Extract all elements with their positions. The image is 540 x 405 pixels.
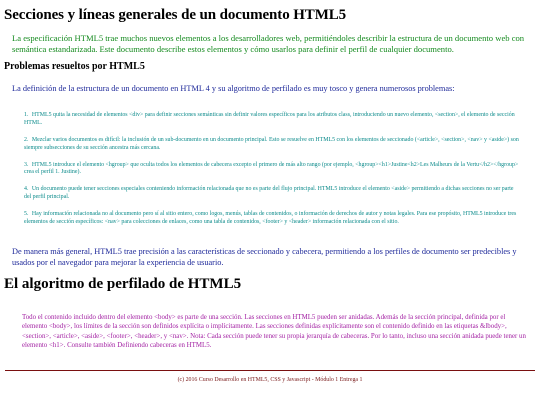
algorithm-heading: El algoritmo de perfilado de HTML5 — [4, 276, 242, 292]
list-item-text: HTML5 introduce el elemento <hgroup> que oculta todos los elementos de cabecera excepto el primero de más alto rango (por ejemplo, <hgroup><h1>Justine<h2>Les Malheurs de la Vertu</h2></hgroup> crea el perfil 1. Justine). — [24, 161, 519, 176]
page-title: Secciones y líneas generales de un documento HTML5 — [4, 7, 347, 23]
list-item-text: Hay información relacionada no al documento pero sí al sitio entero, como logos, menús, tablas de contenidos, o información de derechos de autor y notas legales. Para ese propósito, HTML5 introduce tres elementos de sección específicos: <nav> para colecciones de enlaces, como una tabla de contenidos, <footer> y <header> información relacionada con el sitio. — [24, 211, 517, 225]
list-item — [24, 211, 522, 227]
list-item — [24, 186, 522, 202]
list-item-number: 5. — [24, 211, 29, 218]
summary-paragraph: De manera más general, HTML5 trae precisión a las características de seccionado y cabecera, permitiendo a los perfiles de documento ser predecibles y usados por el navegador para mejorar la experiencia de usuario. — [12, 247, 517, 267]
intro-paragraph: La especificación HTML5 trae muchos nuevos elementos a los desarrolladores web, permitiéndoles describir la estructura de un documento web con semántica estandarizada. Este documento describe estos elementos y cómo usarlos para definir el perfil de cualquier documento. — [12, 33, 525, 54]
list-item-number: 4. — [24, 186, 29, 193]
problems-list — [24, 112, 522, 236]
list-item-text: HTML5 quita la necesidad de elementos <div> para definir secciones semánticas sin definir valores específicos para los atributos class, introduciendo un nuevo elemento, <section>, el elemento de sección HTML. — [24, 112, 515, 126]
list-item-number: 3. — [24, 161, 29, 168]
list-item-text: Un documento puede tener secciones especiales conteniendo información relacionada que no es parte del flujo principal. HTML5 introduce el elemento <aside> permitiendo a dichas secciones no ser parte del perfil principal. — [24, 186, 514, 201]
list-item-number: 1. — [24, 112, 29, 118]
list-item — [24, 137, 522, 153]
footer-divider — [5, 370, 535, 371]
problems-heading: Problemas resueltos por HTML5 — [4, 61, 145, 72]
list-item-number: 2. — [24, 136, 29, 143]
algorithm-paragraph: Todo el contenido incluido dentro del elemento <body> es parte de una sección. Las secciones en HTML5 pueden ser anidadas. Además de la sección principal, definida por el elemento <body>, los límites de la sección son definidos explícita o implícitamente. Las secciones definidas explícitamente son el contenido definido en las etiquetas &lbody>, <section>, <article>, <aside>, <footer>, <header>, y <nav>. Nota: Cada sección puede tener su propia jerarquía de cabeceras. Por lo tanto, incluso una sección anidada puede tener un elemento <h1>. Consulte también Definiendo cabeceras en HTML5. — [22, 314, 526, 349]
list-item-text: Mezclar varios documentos es difícil: la inclusión de un sub-documento en un documento principal. Esto se resuelve en HTML5 con los elementos de seccionado (<article>, <section>, <nav> y <aside>) son siempre subsecciones de su sección ancestra más cercana. — [24, 136, 519, 151]
problems-lead-paragraph: La definición de la estructura de un documento en HTML 4 y su algoritmo de perfilado es muy tosco y genera numerosos problemas: — [12, 84, 455, 93]
list-item — [24, 112, 522, 128]
footer-text: (c) 2016 Curso Desarrollo en HTML5, CSS y Javascript - Módulo 1 Entrega 1 — [177, 377, 363, 383]
list-item — [24, 162, 522, 178]
